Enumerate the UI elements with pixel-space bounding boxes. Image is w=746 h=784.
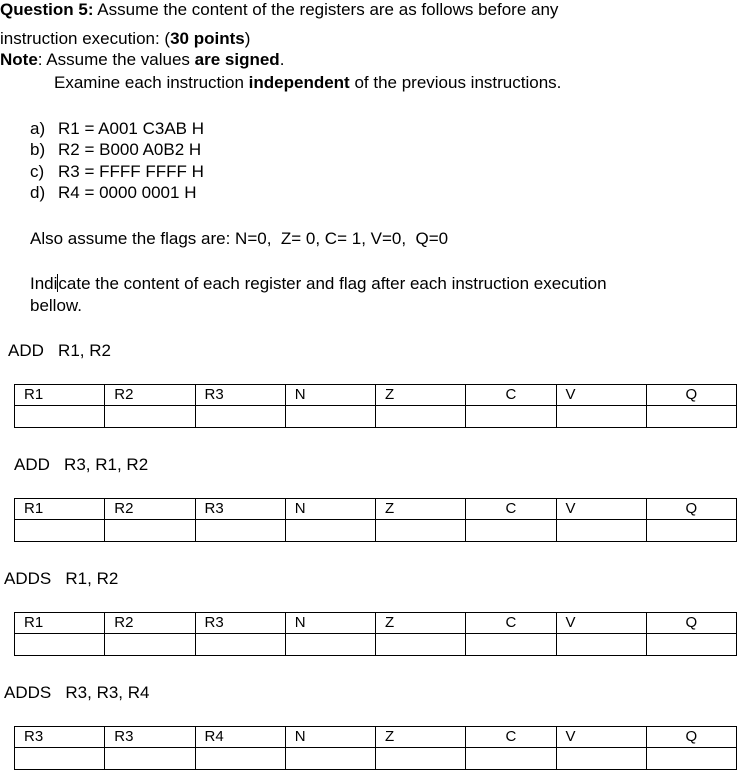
answer-cell[interactable] [556,634,646,656]
indicate-part1: Indi [30,274,58,293]
table-header-row [15,499,737,520]
header-cell: R3 [195,385,285,406]
register-table [14,384,737,428]
answer-cell[interactable] [285,634,375,656]
answer-cell[interactable] [285,748,375,770]
answer-cell[interactable] [376,520,466,542]
answer-cell[interactable] [556,406,646,428]
answer-cell[interactable] [15,748,105,770]
answer-cell[interactable] [105,634,195,656]
answer-cell[interactable] [466,748,556,770]
table-answer-row [15,634,737,656]
note-line-1 [0,50,284,70]
header-cell: R3 [195,613,285,634]
table-answer-row [15,406,737,428]
note-line-2 [54,73,561,93]
header-cell: C [466,727,556,748]
table-header-row [15,727,737,748]
answer-cell[interactable] [195,748,285,770]
header-cell: Z [376,385,466,406]
answer-cell[interactable] [376,406,466,428]
header-cell: C [466,385,556,406]
header-cell: C [466,613,556,634]
note-independent: independent [248,73,350,92]
register-value: R3 = FFFF FFFF H [58,162,204,181]
register-item [30,140,201,160]
register-table [14,726,737,770]
table-header-row [15,613,737,634]
header-cell: R2 [105,385,195,406]
answer-cell[interactable] [195,520,285,542]
question-line2-end: ) [244,29,251,48]
question-label: Question 5: [0,0,94,19]
header-cell: R3 [15,727,105,748]
header-cell: R2 [105,613,195,634]
answer-cell[interactable] [376,634,466,656]
answer-cell[interactable] [376,748,466,770]
header-cell: Q [646,385,736,406]
header-cell: Q [646,613,736,634]
answer-cell[interactable] [15,406,105,428]
question-points: 30 points [170,29,245,48]
instruction-label: ADDS R3, R3, R4 [4,683,150,702]
answer-cell[interactable] [105,406,195,428]
header-cell: R4 [195,727,285,748]
answer-cell[interactable] [15,520,105,542]
answer-cell[interactable] [15,634,105,656]
answer-cell[interactable] [646,748,736,770]
question-line2-start: instruction execution: ( [0,29,171,48]
register-item [30,183,196,203]
flags-text: Also assume the flags are: N=0, Z= 0, C= 1, V=0, Q=0 [30,229,449,248]
header-cell: R2 [105,499,195,520]
header-cell: Z [376,727,466,748]
indicate-line-1 [30,274,607,294]
header-cell: N [285,613,375,634]
answer-cell[interactable] [285,406,375,428]
answer-cell[interactable] [466,406,556,428]
answer-cell[interactable] [466,634,556,656]
register-letter: b) [30,140,46,159]
note-signed: are signed [194,50,280,69]
header-cell: V [556,727,646,748]
answer-cell[interactable] [466,520,556,542]
answer-cell[interactable] [646,520,736,542]
answer-cell[interactable] [105,748,195,770]
note-line2-start: Examine each instruction [54,73,249,92]
register-table [14,612,737,656]
header-cell: Q [646,727,736,748]
register-item [30,162,204,182]
header-cell: R1 [15,385,105,406]
register-value: R1 = A001 C3AB H [58,119,205,138]
instruction-label: ADDS R1, R2 [4,569,119,588]
table-header-row [15,385,737,406]
answer-cell[interactable] [285,520,375,542]
header-cell: Z [376,613,466,634]
header-cell: R3 [105,727,195,748]
register-letter: d) [30,183,46,202]
question-text: Assume the content of the registers are as follows before any [93,0,559,19]
answer-cell[interactable] [105,520,195,542]
header-cell: N [285,727,375,748]
register-value: R4 = 0000 0001 H [58,183,197,202]
register-letter: c) [30,162,45,181]
indicate-part2: cate the content of each register and flag after each instruction execution [58,274,607,293]
register-letter: a) [30,119,46,138]
header-cell: V [556,385,646,406]
question-line-1 [0,0,558,20]
header-cell: R1 [15,499,105,520]
table-answer-row [15,748,737,770]
register-table [14,498,737,542]
answer-cell[interactable] [195,634,285,656]
instruction-label: ADD R3, R1, R2 [14,455,149,474]
header-cell: V [556,613,646,634]
header-cell: R3 [195,499,285,520]
instruction-label: ADD R1, R2 [8,341,111,360]
answer-cell[interactable] [646,634,736,656]
question-line-2 [0,29,250,49]
note-text: : Assume the values [37,50,195,69]
note-line2-end: of the previous instructions. [349,73,562,92]
answer-cell[interactable] [195,406,285,428]
header-cell: Z [376,499,466,520]
answer-cell[interactable] [556,520,646,542]
header-cell: N [285,385,375,406]
answer-cell[interactable] [556,748,646,770]
header-cell: V [556,499,646,520]
note-period: . [279,50,285,69]
register-item [30,119,204,139]
header-cell: C [466,499,556,520]
register-value: R2 = B000 A0B2 H [58,140,202,159]
header-cell: Q [646,499,736,520]
answer-cell[interactable] [646,406,736,428]
table-answer-row [15,520,737,542]
header-cell: R1 [15,613,105,634]
header-cell: N [285,499,375,520]
note-label: Note [0,50,38,69]
indicate-line-2: bellow. [30,296,82,315]
